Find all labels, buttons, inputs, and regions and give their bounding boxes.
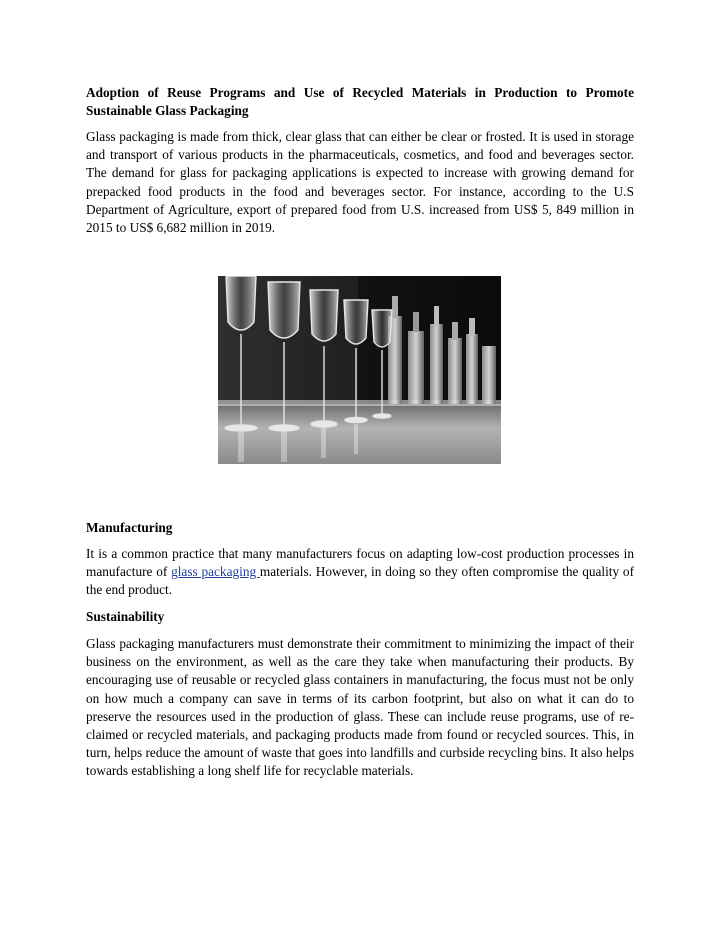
section-heading-sustainability: Sustainability — [86, 609, 165, 624]
section-body-sustainability: Glass packaging manufacturers must demonstrate their commitment to minimizing the impact of their business on the environment, as well as the care they take when manufacturing their products. By encouraging use of reusable or recycled glass containers in manufacturing, the focus must not be only on how much a company can save in terms of its carbon footprint, but also on what it can do to preserve the resources used in the production of glass. These can include reuse programs, use of re-claimed or recycled materials, and packaging products made from found or recycled sources. This, in turn, helps reduce the amount of waste that goes into landfills and curbside recycling bins. It also helps towards establishing a long shelf life for recyclable materials. — [86, 636, 634, 779]
section-body-adoption: Glass packaging is made from thick, clear glass that can either be clear or frosted. It is used in storage and transport of various products in the pharmaceuticals, cosmetics, and food and beverages sector. The demand for glass for packaging applications is expected to increase with growing demand for prepacked food products in the food and beverages sector. For instance, according to the U.S Department of Agriculture, export of prepared food from U.S. increased from US$ 5, 849 million in 2015 to US$ 6,682 million in 2019. — [86, 129, 634, 236]
section-heading-manufacturing: Manufacturing — [86, 520, 173, 535]
glass-packaging-link[interactable]: glass packaging — [171, 564, 260, 580]
section-body-manufacturing — [86, 545, 634, 600]
wine-glasses-image — [218, 276, 501, 464]
manufacturing-text-after-link: materials. However, in doing so they often compromise the quality of the end product. — [86, 564, 634, 598]
manufacturing-text-before-link: It is a common practice that many manufacturers focus on adapting low-cost production processes in manufacture of — [86, 546, 634, 580]
section-heading-adoption: Adoption of Reuse Programs and Use of Recycled Materials in Production to Promote Sustainable Glass Packaging — [86, 85, 634, 119]
wine-glasses-photo — [218, 276, 501, 464]
